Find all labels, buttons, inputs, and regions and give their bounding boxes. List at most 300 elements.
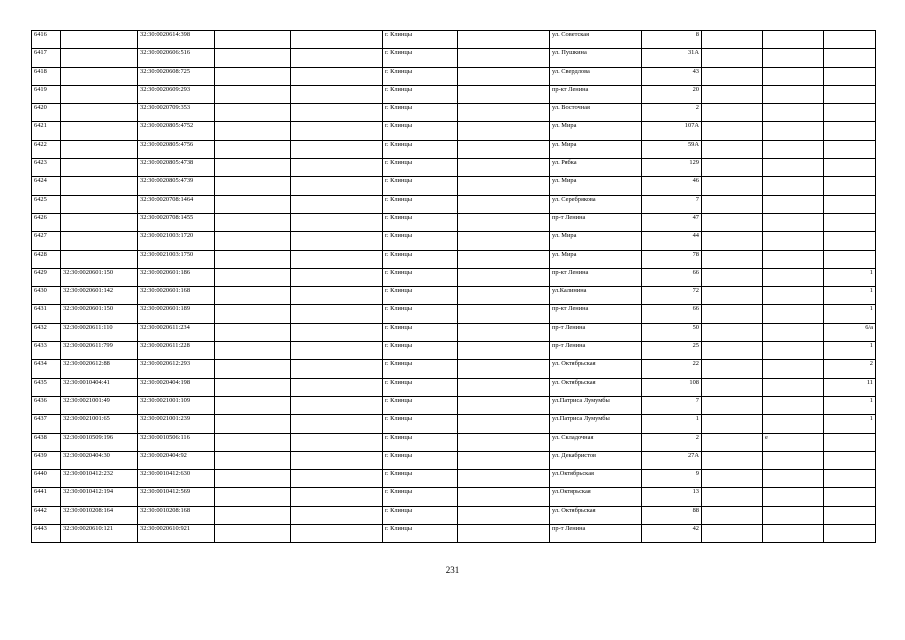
table-row: [32, 67, 876, 85]
cell-col-11: е: [763, 433, 824, 451]
cell-city: г. Клинцы: [383, 213, 458, 231]
cell-house-number: 7: [642, 396, 702, 414]
table-row: [32, 49, 876, 67]
cell-col-10: [702, 360, 763, 378]
cell-col-11: [763, 323, 824, 341]
cell-city: г. Клинцы: [383, 250, 458, 268]
cell-row-number: 6428: [32, 250, 61, 268]
cell-col-10: [702, 378, 763, 396]
cell-cadastral-number: 32:30:0021003:1750: [138, 250, 215, 268]
cell-col-5: [291, 415, 383, 433]
cell-col-4: [215, 470, 291, 488]
cell-street: ул.Октярьская: [550, 488, 642, 506]
cell-col-11: [763, 159, 824, 177]
cell-col-11: [763, 85, 824, 103]
cell-col-7: [458, 287, 550, 305]
cell-house-number: 88: [642, 506, 702, 524]
page-number: 231: [445, 565, 460, 575]
cell-city: г. Клинцы: [383, 67, 458, 85]
cell-cadastral-number-old: [61, 213, 138, 231]
cell-col-5: [291, 360, 383, 378]
cell-col-4: [215, 360, 291, 378]
cell-apartment: [824, 470, 876, 488]
cell-cadastral-number-old: 32:30:0020612:88: [61, 360, 138, 378]
cell-street: ул. Октябрьская: [550, 378, 642, 396]
cell-cadastral-number: 32:30:0020611:228: [138, 342, 215, 360]
cell-city: г. Клинцы: [383, 122, 458, 140]
cell-city: г. Клинцы: [383, 195, 458, 213]
cell-house-number: 44: [642, 232, 702, 250]
cell-street: ул. Восточная: [550, 104, 642, 122]
cell-col-7: [458, 268, 550, 286]
table-row: [32, 140, 876, 158]
cell-cadastral-number: 32:30:0020601:168: [138, 287, 215, 305]
cell-col-7: [458, 195, 550, 213]
cell-city: г. Клинцы: [383, 433, 458, 451]
cell-house-number: 20: [642, 85, 702, 103]
cell-col-11: [763, 268, 824, 286]
cell-house-number: 42: [642, 525, 702, 543]
cell-house-number: 47: [642, 213, 702, 231]
cell-col-10: [702, 305, 763, 323]
cell-col-7: [458, 506, 550, 524]
cell-row-number: 6418: [32, 67, 61, 85]
cell-row-number: 6433: [32, 342, 61, 360]
cell-city: г. Клинцы: [383, 378, 458, 396]
register-table: [31, 30, 876, 543]
cell-city: г. Клинцы: [383, 104, 458, 122]
cell-cadastral-number-old: [61, 49, 138, 67]
cell-house-number: 107А: [642, 122, 702, 140]
cell-col-10: [702, 506, 763, 524]
cell-col-10: [702, 250, 763, 268]
cell-apartment: 11: [824, 378, 876, 396]
cell-apartment: [824, 159, 876, 177]
cell-apartment: [824, 177, 876, 195]
cell-row-number: 6438: [32, 433, 61, 451]
cell-row-number: 6419: [32, 85, 61, 103]
cell-street: ул. Декабристов: [550, 451, 642, 469]
cell-cadastral-number-old: [61, 67, 138, 85]
cell-city: г. Клинцы: [383, 470, 458, 488]
cell-col-11: [763, 415, 824, 433]
cell-street: ул.Патриса Лумумбы: [550, 415, 642, 433]
cell-col-10: [702, 140, 763, 158]
cell-street: ул. Мира: [550, 140, 642, 158]
cell-col-7: [458, 159, 550, 177]
cell-row-number: 6426: [32, 213, 61, 231]
cell-city: г. Клинцы: [383, 287, 458, 305]
cell-col-4: [215, 415, 291, 433]
cell-col-5: [291, 213, 383, 231]
cell-street: пр-кт Ленина: [550, 85, 642, 103]
cell-city: г. Клинцы: [383, 506, 458, 524]
table-row: [32, 360, 876, 378]
cell-col-11: [763, 250, 824, 268]
table-row: [32, 31, 876, 49]
cell-col-11: [763, 470, 824, 488]
cell-cadastral-number: 32:30:0010208:168: [138, 506, 215, 524]
cell-col-11: [763, 49, 824, 67]
cell-col-5: [291, 506, 383, 524]
table-row: [32, 232, 876, 250]
cell-col-5: [291, 433, 383, 451]
cell-col-5: [291, 67, 383, 85]
cell-cadastral-number-old: 32:30:0021001:65: [61, 415, 138, 433]
cell-col-5: [291, 305, 383, 323]
cell-street: ул. Мира: [550, 250, 642, 268]
cell-row-number: 6441: [32, 488, 61, 506]
cell-cadastral-number: 32:30:0020611:234: [138, 323, 215, 341]
cell-row-number: 6431: [32, 305, 61, 323]
cell-col-10: [702, 433, 763, 451]
cell-row-number: 6430: [32, 287, 61, 305]
cell-row-number: 6434: [32, 360, 61, 378]
cell-row-number: 6432: [32, 323, 61, 341]
cell-col-11: [763, 396, 824, 414]
cell-col-7: [458, 378, 550, 396]
cell-col-4: [215, 104, 291, 122]
cell-col-10: [702, 177, 763, 195]
cell-col-10: [702, 85, 763, 103]
cell-house-number: 50: [642, 323, 702, 341]
cell-col-11: [763, 67, 824, 85]
cell-city: г. Клинцы: [383, 232, 458, 250]
cell-col-5: [291, 159, 383, 177]
table-row: [32, 342, 876, 360]
cell-row-number: 6435: [32, 378, 61, 396]
cell-col-10: [702, 525, 763, 543]
cell-col-5: [291, 140, 383, 158]
cell-street: пр-т Ленина: [550, 342, 642, 360]
cell-house-number: 25: [642, 342, 702, 360]
cell-row-number: 6439: [32, 451, 61, 469]
cell-house-number: 78: [642, 250, 702, 268]
cell-col-10: [702, 122, 763, 140]
cell-apartment: [824, 506, 876, 524]
cell-cadastral-number: 32:30:0021001:109: [138, 396, 215, 414]
cell-col-7: [458, 232, 550, 250]
cell-apartment: [824, 250, 876, 268]
cell-col-10: [702, 232, 763, 250]
cell-apartment: [824, 31, 876, 49]
cell-street: ул. Советская: [550, 31, 642, 49]
cell-col-4: [215, 488, 291, 506]
cell-col-11: [763, 525, 824, 543]
cell-col-11: [763, 232, 824, 250]
cell-house-number: 66: [642, 305, 702, 323]
cell-house-number: 129: [642, 159, 702, 177]
cell-apartment: [824, 451, 876, 469]
cell-city: г. Клинцы: [383, 85, 458, 103]
cell-col-7: [458, 67, 550, 85]
cell-col-7: [458, 140, 550, 158]
table-row: [32, 85, 876, 103]
cell-col-4: [215, 396, 291, 414]
table-row: [32, 305, 876, 323]
cell-col-4: [215, 305, 291, 323]
cell-col-5: [291, 268, 383, 286]
table-row: [32, 378, 876, 396]
cell-col-11: [763, 342, 824, 360]
cell-col-5: [291, 525, 383, 543]
cell-col-4: [215, 177, 291, 195]
table-row: [32, 122, 876, 140]
cell-house-number: 46: [642, 177, 702, 195]
cell-col-10: [702, 104, 763, 122]
table-row: [32, 104, 876, 122]
cell-col-5: [291, 287, 383, 305]
cell-cadastral-number: 32:30:0020708:1464: [138, 195, 215, 213]
cell-street: пр-т Ленина: [550, 213, 642, 231]
cell-col-4: [215, 122, 291, 140]
cell-col-5: [291, 470, 383, 488]
cell-col-4: [215, 451, 291, 469]
cell-col-11: [763, 31, 824, 49]
cell-house-number: 9: [642, 470, 702, 488]
cell-cadastral-number-old: 32:30:0010404:41: [61, 378, 138, 396]
cell-col-5: [291, 31, 383, 49]
cell-col-4: [215, 195, 291, 213]
cell-col-10: [702, 470, 763, 488]
cell-apartment: [824, 232, 876, 250]
cell-city: г. Клинцы: [383, 177, 458, 195]
cell-house-number: 1: [642, 415, 702, 433]
cell-apartment: [824, 49, 876, 67]
cell-city: г. Клинцы: [383, 31, 458, 49]
cell-col-4: [215, 159, 291, 177]
cell-col-4: [215, 49, 291, 67]
cell-street: ул. Мира: [550, 232, 642, 250]
cell-cadastral-number: 32:30:0020708:1455: [138, 213, 215, 231]
cell-street: ул.Патриса Лумумбы: [550, 396, 642, 414]
cell-cadastral-number-old: [61, 177, 138, 195]
cell-street: ул. Пушкина: [550, 49, 642, 67]
cell-city: г. Клинцы: [383, 342, 458, 360]
cell-apartment: [824, 122, 876, 140]
cell-apartment: 1: [824, 305, 876, 323]
cell-city: г. Клинцы: [383, 140, 458, 158]
cell-col-4: [215, 232, 291, 250]
cell-house-number: 13: [642, 488, 702, 506]
cell-col-7: [458, 415, 550, 433]
cell-col-4: [215, 287, 291, 305]
cell-col-11: [763, 488, 824, 506]
cell-city: г. Клинцы: [383, 525, 458, 543]
cell-cadastral-number-old: [61, 250, 138, 268]
cell-house-number: 72: [642, 287, 702, 305]
cell-col-4: [215, 268, 291, 286]
cell-col-5: [291, 250, 383, 268]
cell-col-5: [291, 232, 383, 250]
cell-cadastral-number: 32:30:0020404:92: [138, 451, 215, 469]
table-row: [32, 323, 876, 341]
cell-cadastral-number: 32:30:0010412:630: [138, 470, 215, 488]
cell-row-number: 6424: [32, 177, 61, 195]
cell-col-7: [458, 305, 550, 323]
cell-col-11: [763, 122, 824, 140]
cell-cadastral-number-old: [61, 104, 138, 122]
cell-col-4: [215, 506, 291, 524]
cell-row-number: 6421: [32, 122, 61, 140]
cell-cadastral-number: 32:30:0020609:293: [138, 85, 215, 103]
cell-col-4: [215, 433, 291, 451]
cell-col-10: [702, 268, 763, 286]
cell-cadastral-number: 32:30:0020601:186: [138, 268, 215, 286]
cell-col-4: [215, 525, 291, 543]
cell-col-5: [291, 104, 383, 122]
cell-col-7: [458, 470, 550, 488]
cell-city: г. Клинцы: [383, 49, 458, 67]
cell-col-5: [291, 488, 383, 506]
cell-cadastral-number: 32:30:0020805:4738: [138, 159, 215, 177]
cell-city: г. Клинцы: [383, 268, 458, 286]
cell-col-11: [763, 360, 824, 378]
table-row: [32, 159, 876, 177]
cell-street: ул. Серебрякова: [550, 195, 642, 213]
table-row: [32, 451, 876, 469]
cell-col-5: [291, 177, 383, 195]
cell-col-10: [702, 342, 763, 360]
cell-cadastral-number-old: [61, 159, 138, 177]
cell-col-4: [215, 31, 291, 49]
cell-cadastral-number: 32:30:0020608:725: [138, 67, 215, 85]
cell-row-number: 6437: [32, 415, 61, 433]
cell-street: пр-т Ленина: [550, 525, 642, 543]
cell-cadastral-number: 32:30:0020606:516: [138, 49, 215, 67]
cell-col-11: [763, 506, 824, 524]
cell-city: г. Клинцы: [383, 415, 458, 433]
cell-street: ул. Октябрьская: [550, 360, 642, 378]
cell-house-number: 27А: [642, 451, 702, 469]
cell-street: пр-кт Ленина: [550, 305, 642, 323]
cell-col-5: [291, 451, 383, 469]
cell-col-7: [458, 525, 550, 543]
table-row: [32, 470, 876, 488]
cell-col-11: [763, 305, 824, 323]
cell-row-number: 6423: [32, 159, 61, 177]
cell-house-number: 8: [642, 31, 702, 49]
cell-street: ул. Мира: [550, 122, 642, 140]
cell-col-7: [458, 213, 550, 231]
cell-apartment: [824, 433, 876, 451]
cell-cadastral-number-old: 32:30:0020611:110: [61, 323, 138, 341]
cell-cadastral-number-old: [61, 140, 138, 158]
cell-col-10: [702, 415, 763, 433]
cell-house-number: 2: [642, 104, 702, 122]
cell-col-5: [291, 195, 383, 213]
cell-apartment: [824, 488, 876, 506]
cell-cadastral-number: 32:30:0021003:1720: [138, 232, 215, 250]
cell-col-4: [215, 213, 291, 231]
cell-col-7: [458, 122, 550, 140]
cell-col-11: [763, 378, 824, 396]
cell-col-7: [458, 360, 550, 378]
cell-col-11: [763, 140, 824, 158]
cell-col-10: [702, 195, 763, 213]
cell-city: г. Клинцы: [383, 451, 458, 469]
cell-col-7: [458, 342, 550, 360]
cell-cadastral-number-old: [61, 31, 138, 49]
cell-col-4: [215, 378, 291, 396]
cell-row-number: 6442: [32, 506, 61, 524]
table-row: [32, 195, 876, 213]
cell-city: г. Клинцы: [383, 159, 458, 177]
table-row: [32, 177, 876, 195]
cell-cadastral-number-old: [61, 122, 138, 140]
cell-col-10: [702, 67, 763, 85]
cell-house-number: 43: [642, 67, 702, 85]
cell-city: г. Клинцы: [383, 305, 458, 323]
cell-cadastral-number: 32:30:0020805:4752: [138, 122, 215, 140]
cell-house-number: 2: [642, 433, 702, 451]
cell-cadastral-number-old: 32:30:0010208:164: [61, 506, 138, 524]
cell-col-5: [291, 49, 383, 67]
cell-city: г. Клинцы: [383, 488, 458, 506]
cell-house-number: 31А: [642, 49, 702, 67]
cell-col-7: [458, 433, 550, 451]
cell-cadastral-number-old: 32:30:0020610:121: [61, 525, 138, 543]
cell-cadastral-number-old: 32:30:0020601:150: [61, 305, 138, 323]
cell-street: ул.Октябрьская: [550, 470, 642, 488]
cell-street: ул. Октябрьская: [550, 506, 642, 524]
cell-cadastral-number-old: 32:30:0020601:150: [61, 268, 138, 286]
cell-city: г. Клинцы: [383, 360, 458, 378]
cell-col-10: [702, 49, 763, 67]
cell-cadastral-number-old: 32:30:0020601:142: [61, 287, 138, 305]
cell-col-11: [763, 195, 824, 213]
cell-row-number: 6422: [32, 140, 61, 158]
cell-house-number: 108: [642, 378, 702, 396]
cell-apartment: [824, 67, 876, 85]
cell-apartment: 6/а: [824, 323, 876, 341]
cell-col-5: [291, 122, 383, 140]
cell-apartment: 1: [824, 396, 876, 414]
cell-cadastral-number: 32:30:0010506:116: [138, 433, 215, 451]
table-row: [32, 213, 876, 231]
cell-col-4: [215, 342, 291, 360]
cell-cadastral-number-old: 32:30:0021001:49: [61, 396, 138, 414]
cell-house-number: 7: [642, 195, 702, 213]
cell-col-7: [458, 104, 550, 122]
cell-apartment: [824, 104, 876, 122]
cell-cadastral-number: 32:30:0010412:569: [138, 488, 215, 506]
cell-row-number: 6427: [32, 232, 61, 250]
cell-col-10: [702, 213, 763, 231]
cell-apartment: [824, 195, 876, 213]
cell-house-number: 66: [642, 268, 702, 286]
table-row: [32, 506, 876, 524]
cell-col-11: [763, 177, 824, 195]
cell-cadastral-number: 32:30:0020614:398: [138, 31, 215, 49]
cell-col-5: [291, 342, 383, 360]
cell-street: ул. Свердлова: [550, 67, 642, 85]
cell-cadastral-number: 32:30:0020601:189: [138, 305, 215, 323]
cell-col-5: [291, 323, 383, 341]
cell-col-11: [763, 287, 824, 305]
cell-cadastral-number: 32:30:0021001:239: [138, 415, 215, 433]
cell-apartment: 2: [824, 360, 876, 378]
cell-col-4: [215, 250, 291, 268]
cell-row-number: 6416: [32, 31, 61, 49]
cell-col-5: [291, 85, 383, 103]
cell-street: пр-т Ленина: [550, 323, 642, 341]
cell-street: ул. Рябка: [550, 159, 642, 177]
cell-apartment: [824, 525, 876, 543]
cell-col-5: [291, 378, 383, 396]
cell-cadastral-number: 32:30:0020805:4756: [138, 140, 215, 158]
cell-col-7: [458, 488, 550, 506]
